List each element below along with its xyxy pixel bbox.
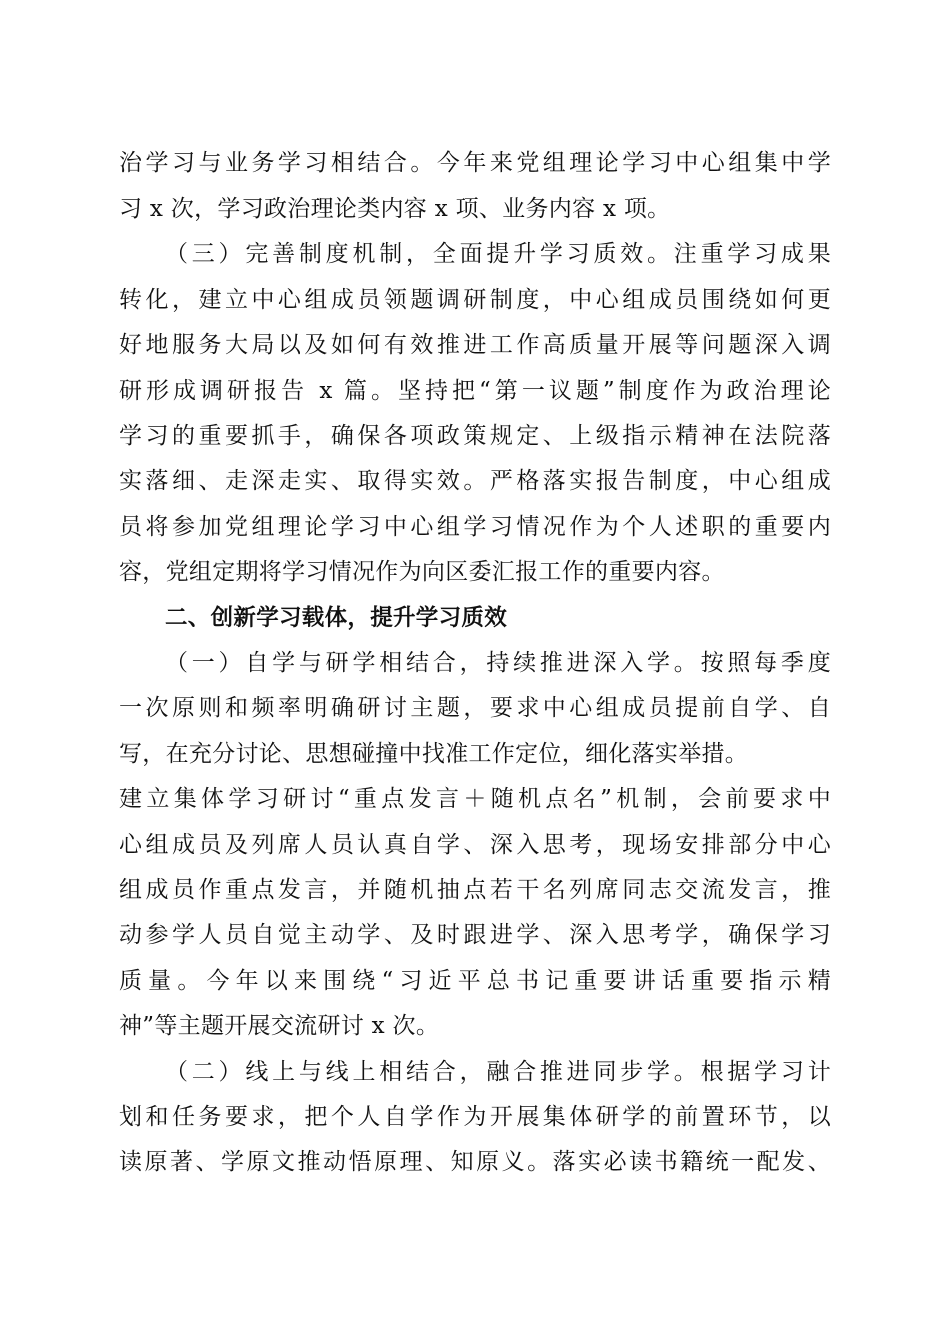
paragraph-line: 一次原则和频率明确研讨主题，要求中心组成员提前自学、自	[119, 695, 831, 721]
paragraph-line: 员将参加党组理论学习中心组学习情况作为个人述职的重要内	[119, 514, 831, 540]
paragraph-line: 学习的重要抓手，确保各项政策规定、上级指示精神在法院落	[119, 423, 831, 449]
paragraph-line: 容，党组定期将学习情况作为向区委汇报工作的重要内容。	[119, 559, 725, 585]
paragraph-line: 习 x 次，学习政治理论类内容 x 项、业务内容 x 项。	[119, 196, 671, 222]
paragraph-line: 好地服务大局以及如何有效推进工作高质量开展等问题深入调	[119, 332, 831, 358]
paragraph-line: 治学习与业务学习相结合。今年来党组理论学习中心组集中学	[119, 150, 831, 176]
paragraph-line: 动参学人员自觉主动学、及时跟进学、深入思考学，确保学习	[119, 922, 831, 948]
paragraph-line: 神”等主题开展交流研讨 x 次。	[119, 1013, 440, 1039]
paragraph-line: 质量。今年以来围绕“习近平总书记重要讲话重要指示精	[119, 968, 831, 994]
paragraph-line: 建立集体学习研讨“重点发言＋随机点名”机制，会前要求中	[119, 786, 831, 812]
paragraph-line: 划和任务要求，把个人自学作为开展集体研学的前置环节，以	[119, 1104, 831, 1130]
paragraph-line: 研形成调研报告 x 篇。坚持把“第一议题”制度作为政治理论	[119, 378, 831, 404]
subsection-heading-line: （二）线上与线上相结合，融合推进同步学。根据学习计	[165, 1059, 831, 1085]
paragraph-line: 读原著、学原文推动悟原理、知原义。落实必读书籍统一配发、	[119, 1149, 831, 1175]
paragraph-line: 组成员作重点发言，并随机抽点若干名列席同志交流发言，推	[119, 877, 831, 903]
paragraph-line: 写，在充分讨论、思想碰撞中找准工作定位，细化落实举措。	[119, 741, 749, 767]
paragraph-line: 实落细、走深走实、取得实效。严格落实报告制度，中心组成	[119, 468, 831, 494]
paragraph-line: 转化，建立中心组成员领题调研制度，中心组成员围绕如何更	[119, 287, 831, 313]
paragraph-line: 心组成员及列席人员认真自学、深入思考，现场安排部分中心	[119, 832, 831, 858]
subsection-heading-line: （一）自学与研学相结合，持续推进深入学。按照每季度	[165, 650, 831, 676]
subsection-heading-line: （三）完善制度机制，全面提升学习质效。注重学习成果	[165, 241, 831, 267]
section-heading: 二、创新学习载体，提升学习质效	[165, 605, 508, 631]
